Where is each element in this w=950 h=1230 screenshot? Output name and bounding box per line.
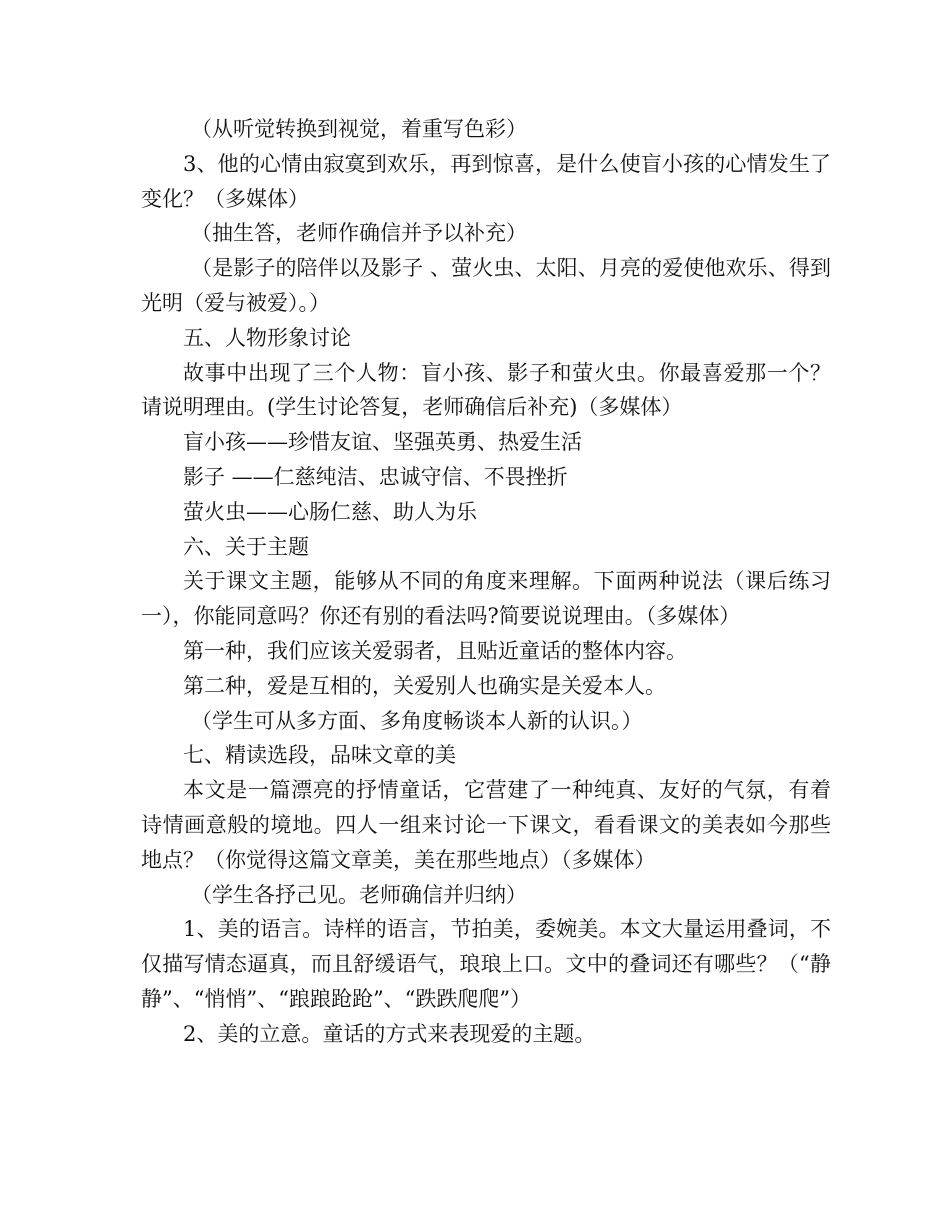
section-heading-6: 六、关于主题 [183, 534, 309, 559]
paragraph-8: 影子 ——仁慈纯洁、忠诚守信、不畏挫折 [183, 464, 568, 489]
paragraph-12: 第一种，我们应该关爱弱者，且贴近童话的整体内容。 [183, 638, 687, 663]
paragraph-7: 盲小孩——珍惜友谊、坚强英勇、热爱生活 [183, 430, 582, 455]
paragraph-2: 3、他的心情由寂寞到欢乐，再到惊喜，是什么使盲小孩的心情发生了变化？（多媒体） [141, 151, 831, 211]
paragraph-1: （从听觉转换到视觉，着重写色彩） [191, 117, 527, 141]
paragraph-4: （是影子的陪伴以及影子 、萤火虫、太阳、月亮的爱使他欢乐、得到光明（爱与被爱）。） [141, 256, 831, 315]
paragraph-16: 本文是一篇漂亮的抒情童话，它营建了一种纯真、友好的气氛，有着诗情画意般的境地。四人一组来讨论一下课文，看看课文的美表如今那些地点？（你觉得这篇文章美，美在那些地点）（多媒体） [141, 778, 831, 872]
paragraph-18: 1、美的语言。诗样的语言，节拍美，委婉美。本文大量运用叠词，不仅描写情态逼真，而且舒缓语气，琅琅上口。文中的叠词还有哪些？（“静静”、“悄悄”、“踉踉跄跄”、“跌跌爬爬”） [141, 917, 831, 1011]
paragraph-9: 萤火虫——心肠仁慈、助人为乐 [183, 499, 477, 524]
paragraph-6: 故事中出现了三个人物：盲小孩、影子和萤火虫。你最喜爱那一个？请说明理由。(学生讨论答复，老师确信后补充)（多媒体） [141, 360, 831, 420]
section-heading-5: 五、人物形象讨论 [183, 325, 351, 350]
paragraph-13: 第二种，爱是互相的，关爱别人也确实是关爱本人。 [183, 673, 666, 698]
paragraph-17: （学生各抒己见。老师确信并归纳） [191, 882, 527, 907]
document-body [141, 112, 831, 1052]
paragraph-3: （抽生答，老师作确信并予以补充） [191, 221, 527, 246]
paragraph-14: （学生可从多方面、多角度畅谈本人新的认识。） [191, 708, 643, 733]
paragraph-11: 关于课文主题，能够从不同的角度来理解。下面两种说法（课后练习一），你能同意吗？你还有别的看法吗?简要说说理由。（多媒体） [141, 569, 831, 629]
section-heading-7: 七、精读选段，品味文章的美 [183, 743, 456, 768]
paragraph-19: 2、美的立意。童话的方式来表现爱的主题。 [183, 1021, 596, 1046]
